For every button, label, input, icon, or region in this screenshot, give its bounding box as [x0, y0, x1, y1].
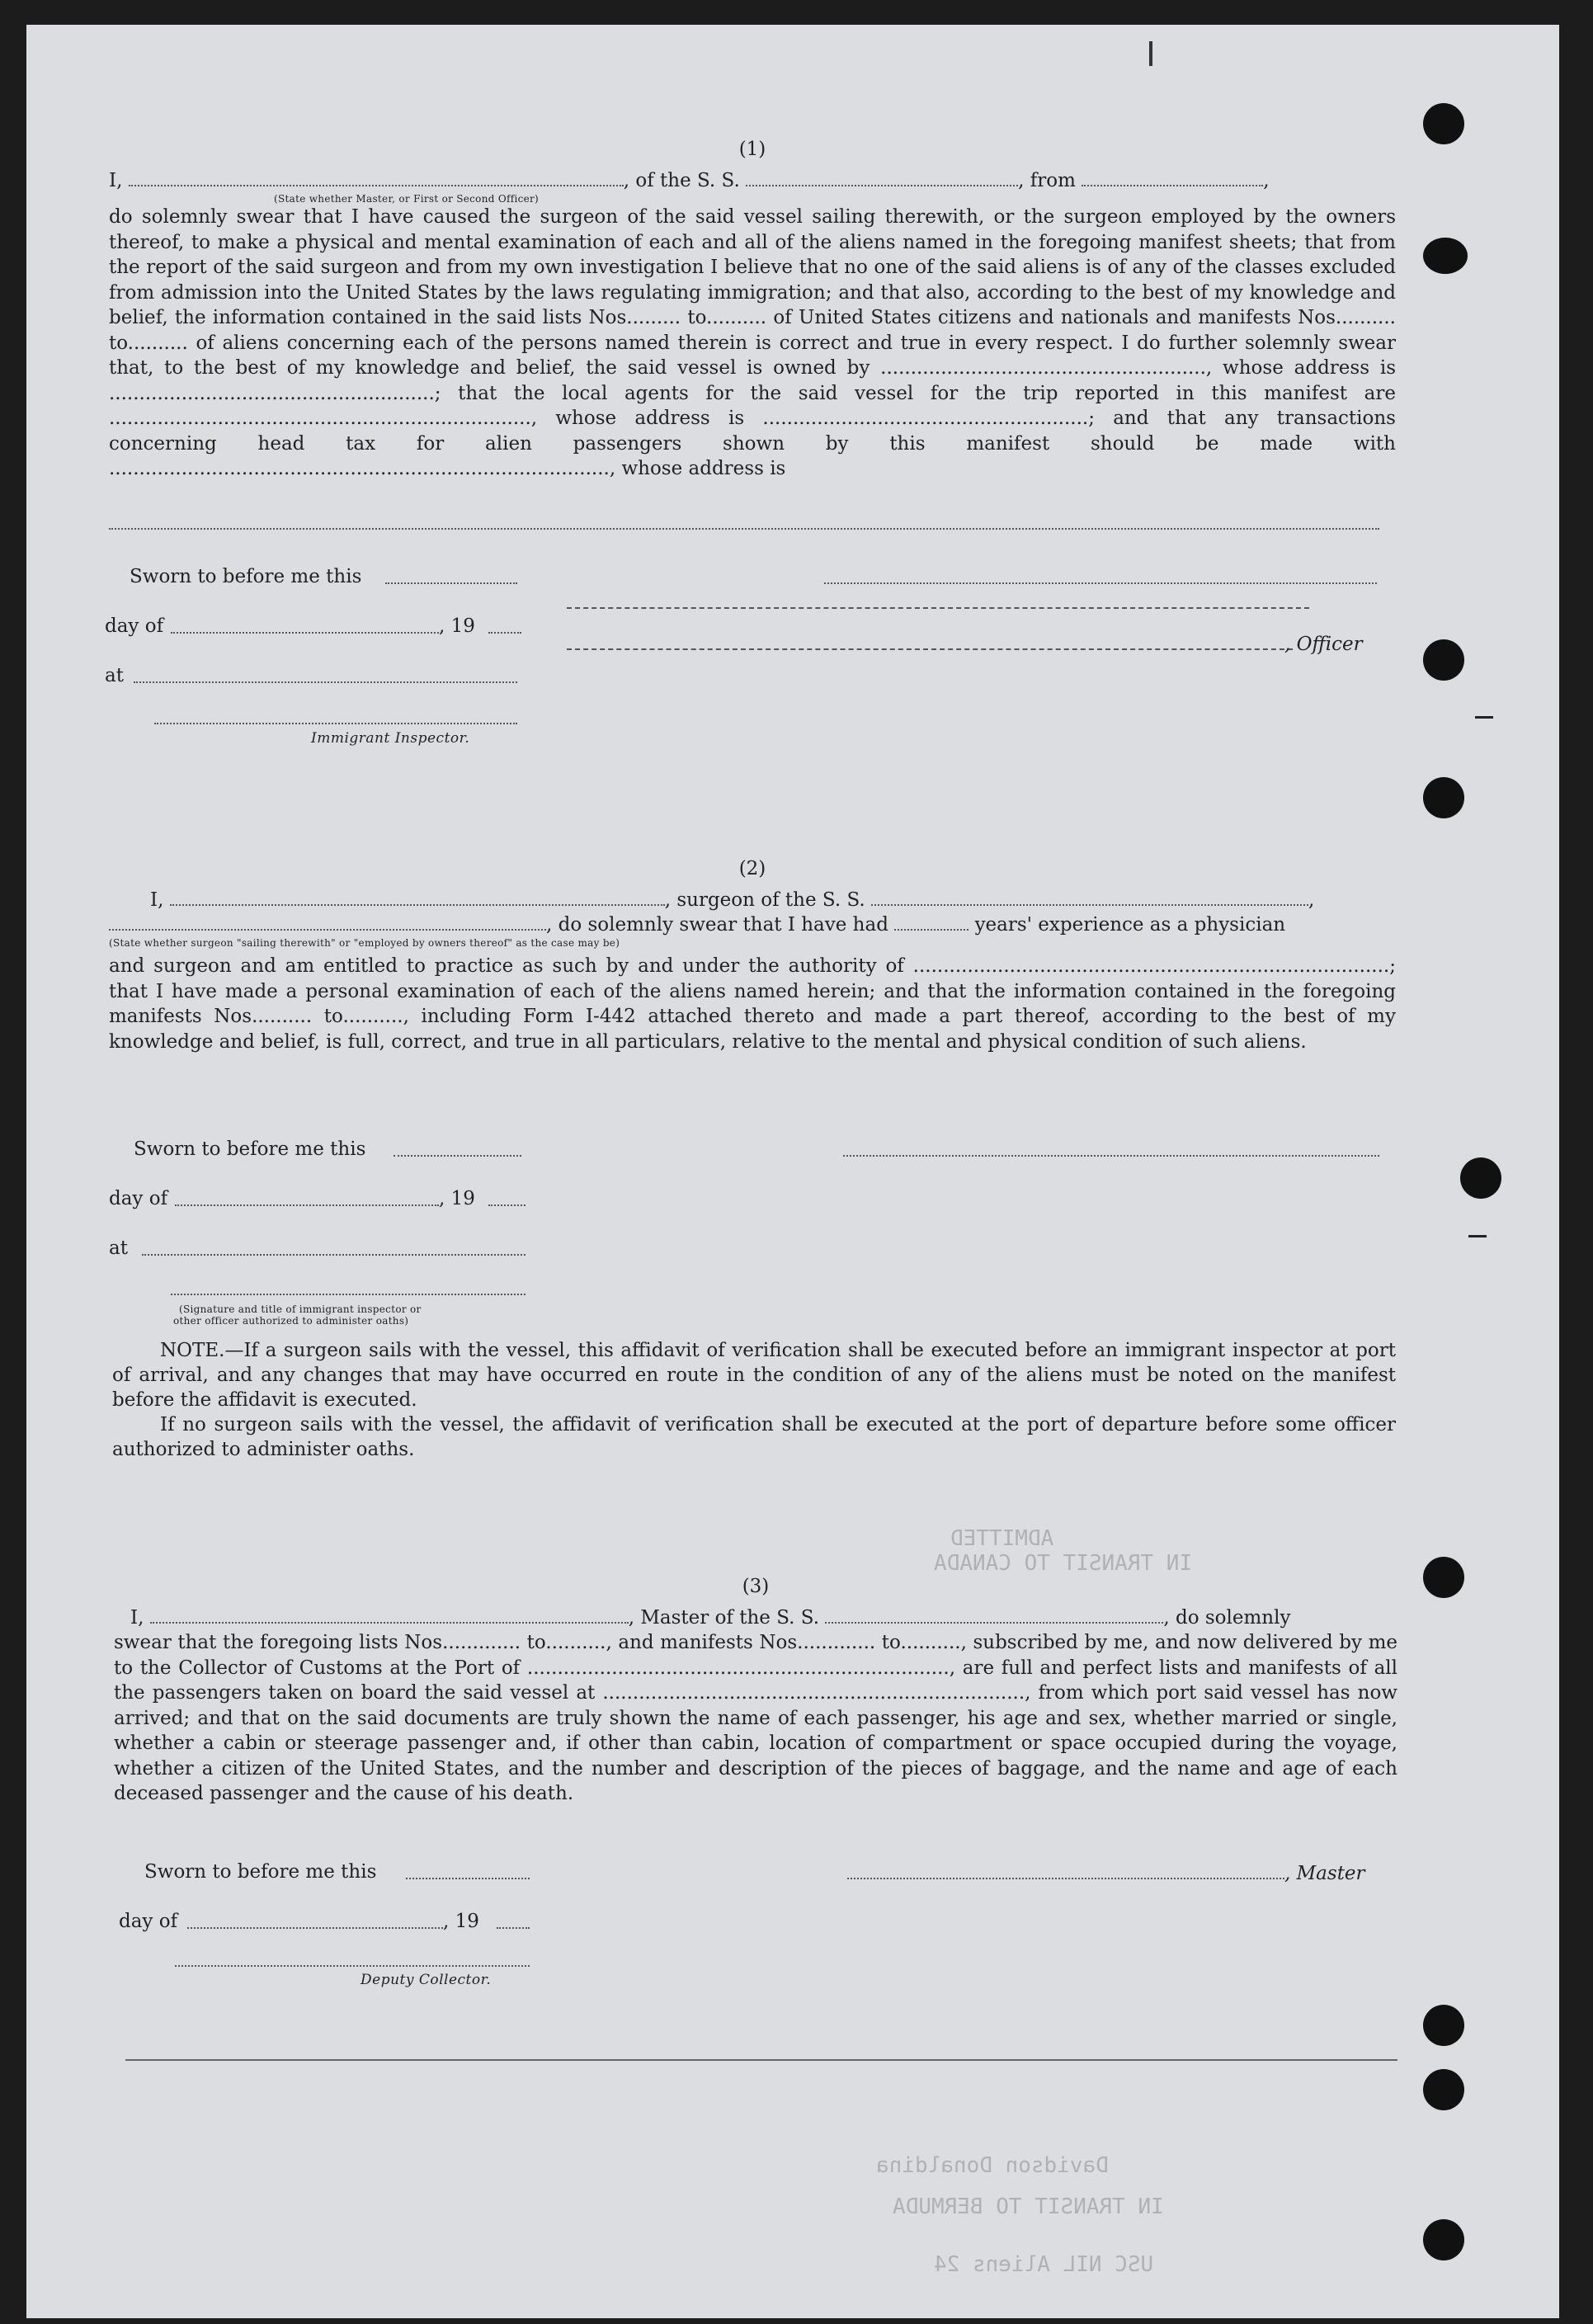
- signature-blank: [843, 1155, 1379, 1157]
- master-line: [114, 1605, 1397, 1630]
- sworn-label: Sworn to before me this: [134, 1138, 366, 1160]
- pronoun: I,: [130, 1607, 144, 1629]
- day-label: day of: [119, 1911, 178, 1932]
- collector-caption: Deputy Collector.: [361, 1972, 492, 1988]
- note-text-1: —If a surgeon sails with the vessel, this affidavit of verification shall be executed before an immigrant inspector at port of arrival, and any changes that may have occurred en route in the condition of any of the aliens must be noted on the manifest before the affidavit is executed.: [112, 1340, 1396, 1411]
- day-blank: [187, 1927, 443, 1929]
- sworn-label: Sworn to before me this: [144, 1861, 377, 1883]
- bleed-through-text: ADMITTED: [950, 1526, 1054, 1551]
- caption-line-1: (Signature and title of immigrant inspector or: [179, 1303, 422, 1315]
- bleed-through-text: USC NIL Aliens 24: [934, 2252, 1154, 2277]
- name-blank: [150, 1617, 629, 1624]
- officer-dash-1: [567, 607, 1309, 609]
- sworn-blank: [385, 582, 517, 584]
- punch-hole: [1423, 2219, 1464, 2260]
- officer-label: , Officer: [1284, 634, 1363, 655]
- section-body: swear that the foregoing lists Nos............. to.........., and manifests Nos............. to.........., subscribed by me, and now delivered by me to the Collector of Customs at the Port of ......................................................................, are full and perfect lists and manifests of all the passengers taken on board the said vessel at ......................................................................, from which port said vessel has now arrived; and that on the said documents are truly shown the name of each passenger, his age and sex, whether married or single, whether a cabin or steerage passenger and, if other than cabin, location of compartment or space occupied during the voyage, whether a citizen of the United States, and the number and description of the pieces of baggage, and the name and age of each deceased passenger and the cause of his death.: [114, 1632, 1397, 1804]
- at-label: at: [105, 665, 124, 686]
- punch-hole: [1423, 639, 1464, 681]
- label-master: , Master of the S. S.: [628, 1607, 820, 1629]
- bleed-through-text: IN TRANSIT TO CANADA: [934, 1551, 1193, 1576]
- note-paragraph-2: If no surgeon sails with the vessel, the affidavit of verification shall be executed at the port of departure before some officer authorized to administer oaths.: [112, 1414, 1396, 1460]
- from-blank: [1082, 180, 1263, 186]
- label-years: years' experience as a physician: [974, 914, 1286, 936]
- bottom-rule: [125, 2059, 1397, 2061]
- day-label: day of: [105, 615, 164, 637]
- sworn-blank: [394, 1155, 521, 1157]
- edge-mark: [1468, 1235, 1487, 1237]
- at-blank: [134, 681, 517, 683]
- punch-hole: [1460, 1157, 1501, 1199]
- caption-line-2: other officer authorized to administer oaths): [173, 1315, 409, 1327]
- label-surgeon: , surgeon of the S. S.: [664, 889, 865, 911]
- vessel-blank: [825, 1617, 1163, 1624]
- at-blank: [142, 1254, 526, 1256]
- punct: ,: [1308, 889, 1315, 911]
- edge-mark: [1475, 716, 1493, 719]
- years-blank: [894, 924, 969, 931]
- sworn-label: Sworn to before me this: [130, 566, 362, 587]
- day-blank: [171, 632, 439, 634]
- officer-line: [109, 168, 1396, 193]
- affidavit-section-2: [109, 858, 1396, 1054]
- pronoun: I,: [109, 170, 123, 191]
- section-number: (2): [738, 858, 766, 879]
- label-swear: , do solemnly: [1163, 1607, 1291, 1629]
- punch-hole: [1423, 2005, 1464, 2046]
- affidavit-section-1: [109, 139, 1396, 482]
- section-body: do solemnly swear that I have caused the surgeon of the said vessel sailing therewith, or the surgeon employed by the owners thereof, to make a physical and mental examination of each and all of the aliens named in the foregoing manifest sheets; that from the report of the said surgeon and from my own investigation I believe that no one of the said aliens is of any of the classes excluded from admission into the United States by the laws regulating immigration; and that also, according to the best of my knowledge and belief, the information contained in the said lists Nos......... to.......... of United States citizens and nationals and manifests Nos.......... to.......... of aliens concerning each of the persons named therein is correct and true in every respect. I do further solemnly swear that, to the best of my knowledge and belief, the said vessel is owned by ......................................................, whose address is ......................................................; that the local agents for the said vessel for the trip reported in this manifest are ......................................................................, whose address is ......................................................; and that any transactions concerning head tax for alien passengers shown by this manifest should be made with ..................................................................................., whose address is: [109, 206, 1396, 479]
- at-label: at: [109, 1237, 128, 1259]
- punch-hole: [1423, 1557, 1464, 1598]
- label-ss: , of the S. S.: [623, 170, 740, 191]
- top-mark: [1149, 41, 1152, 66]
- year-label: , 19: [439, 615, 475, 637]
- inspector-caption: Immigrant Inspector.: [311, 730, 470, 747]
- note-label: NOTE.: [160, 1340, 225, 1361]
- punch-hole: [1423, 2069, 1464, 2110]
- label-from: , from: [1018, 170, 1076, 191]
- note-paragraph-1: [112, 1338, 1396, 1412]
- vessel-blank: [746, 180, 1018, 186]
- section-body: and surgeon and am entitled to practice as such by and under the authority of ...............................................................................; that I have made a personal examination of each of the aliens named herein; and that the information contained in the foregoing manifests Nos.......... to.........., including Form I-442 attached thereto and made a part thereof, according to the best of my knowledge and belief, is full, correct, and true in all particulars, relative to the mental and physical condition of such aliens.: [109, 955, 1396, 1053]
- year-label: , 19: [443, 1911, 479, 1932]
- punch-hole: [1423, 777, 1464, 818]
- section-number: (3): [742, 1576, 770, 1597]
- document-page: [26, 25, 1559, 2318]
- affidavit-section-3: [114, 1576, 1397, 1807]
- year-label: , 19: [439, 1188, 475, 1209]
- year-blank: [497, 1927, 530, 1929]
- officer-signature-blank: [824, 582, 1377, 584]
- section-number: (1): [738, 139, 766, 160]
- experience-line: [109, 912, 1396, 937]
- officer-note: (State whether Master, or First or Second Officer): [274, 193, 540, 205]
- collector-signature-blank: [175, 1965, 530, 1967]
- verification-note: [112, 1338, 1396, 1462]
- day-label: day of: [109, 1188, 168, 1209]
- inspector-signature-blank: [154, 723, 517, 724]
- vessel-blank: [871, 899, 1308, 906]
- master-signature-blank: [847, 1878, 1284, 1879]
- label-swear: , do solemnly swear that I have had: [546, 914, 888, 936]
- pronoun: I,: [150, 889, 164, 911]
- punct: ,: [1263, 170, 1270, 191]
- punch-hole: [1423, 103, 1464, 144]
- surgeon-line: [109, 888, 1396, 912]
- name-blank: [170, 899, 665, 906]
- bleed-through-text: Davidson Donaldina: [876, 2153, 1109, 2178]
- name-blank: [129, 180, 624, 186]
- officer-dash-2: [567, 648, 1293, 650]
- day-blank: [175, 1204, 439, 1206]
- signature-blank: [109, 528, 1379, 530]
- status-blank: [109, 924, 546, 931]
- surgeon-note: (State whether surgeon "sailing therewith" or "employed by owners thereof" as the case may be): [109, 937, 620, 949]
- sworn-blank: [406, 1878, 530, 1879]
- bleed-through-text: IN TRANSIT TO BERMUDA: [893, 2194, 1164, 2219]
- punch-hole: [1423, 238, 1468, 274]
- master-label: , Master: [1284, 1863, 1365, 1884]
- year-blank: [488, 1204, 526, 1206]
- inspector-signature-blank: [171, 1294, 526, 1295]
- year-blank: [488, 632, 521, 634]
